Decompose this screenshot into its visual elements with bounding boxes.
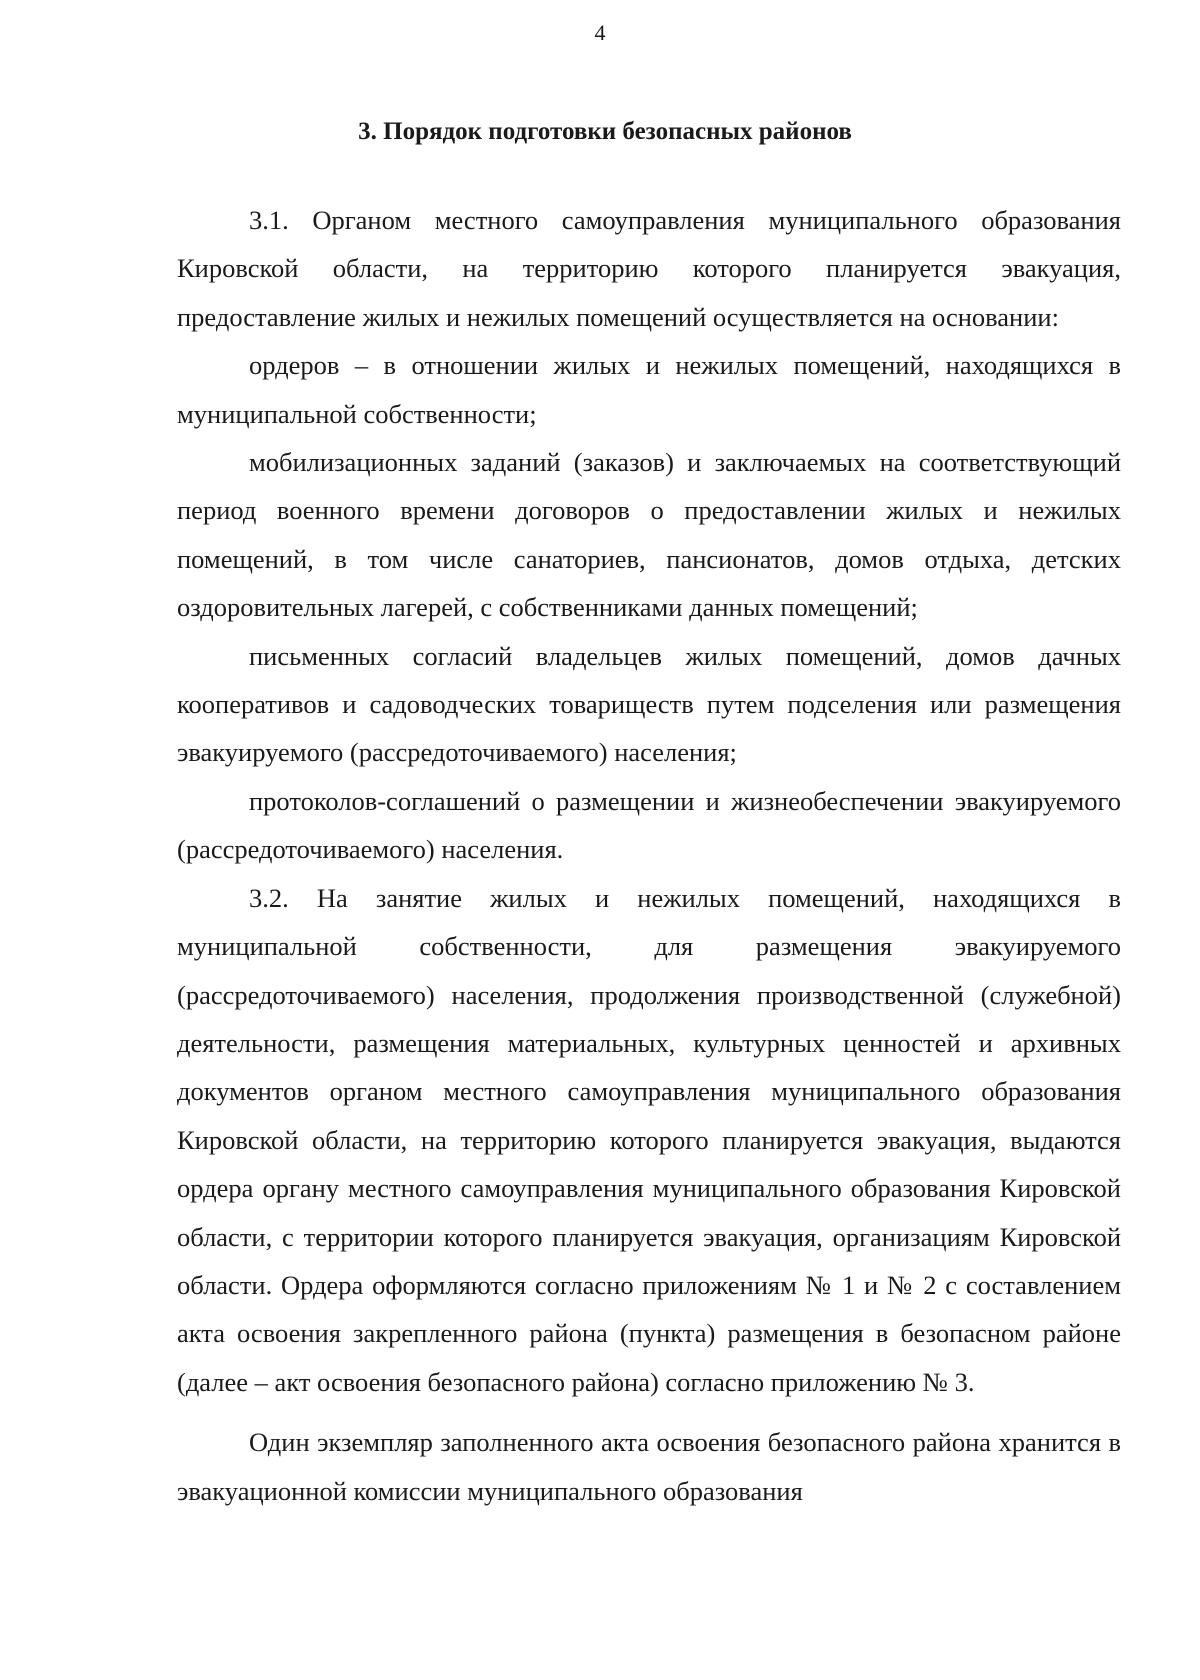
paragraph-mobilization: мобилизационных заданий (заказов) и заключаемых на соответствующий период военного времени договоров о предоставлении жилых и нежилых помещений, в том числе санаториев, пансионатов, домов отдыха, детских оздоровительных лагерей, с собственниками данных помещений; [177,447,1121,623]
page-number: 4 [594,20,606,45]
paragraph-orders: ордеров – в отношении жилых и нежилых помещений, находящихся в муниципальной собственности; [177,350,1121,429]
paragraph-one-copy: Один экземпляр заполненного акта освоения безопасного района хранится в эвакуационной комиссии муниципального образования [177,1427,1121,1506]
body-text [177,196,1121,1515]
paragraph-3-2: 3.2. На занятие жилых и нежилых помещений, находящихся в муниципальной собственности, для размещения эвакуируемого (рассредоточиваемого) населения, продолжения производственной (служебной) деятельности, размещения материальных, культурных ценностей и архивных документов органом местного самоуправления муниципального образования Кировской области, на территорию которого планируется эвакуация, выдаются ордера органу местного самоуправления муниципального образования Кировской области, с территории которого планируется эвакуация, организациям Кировской области. Ордера оформляются согласно приложениям № 1 и № 2 с составлением акта освоения закрепленного района (пункта) размещения в безопасном районе (далее – акт освоения безопасного района) согласно приложению № 3. [177,882,1121,1397]
section-title: 3. Порядок подготовки безопасных районов [358,118,852,145]
paragraph-protocols: протоколов-соглашений о размещении и жизнеобеспечении эвакуируемого (рассредоточиваемого) населения. [177,785,1121,865]
paragraph-3-1: 3.1. Органом местного самоуправления муниципального образования Кировской области, на территорию которого планируется эвакуация, предоставление жилых и нежилых помещений осуществляется на основании: [177,205,1121,332]
paragraph-written-consents: письменных согласий владельцев жилых помещений, домов дачных кооперативов и садоводческих товариществ путем подселения или размещения эвакуируемого (рассредоточиваемого) населения; [177,640,1121,768]
